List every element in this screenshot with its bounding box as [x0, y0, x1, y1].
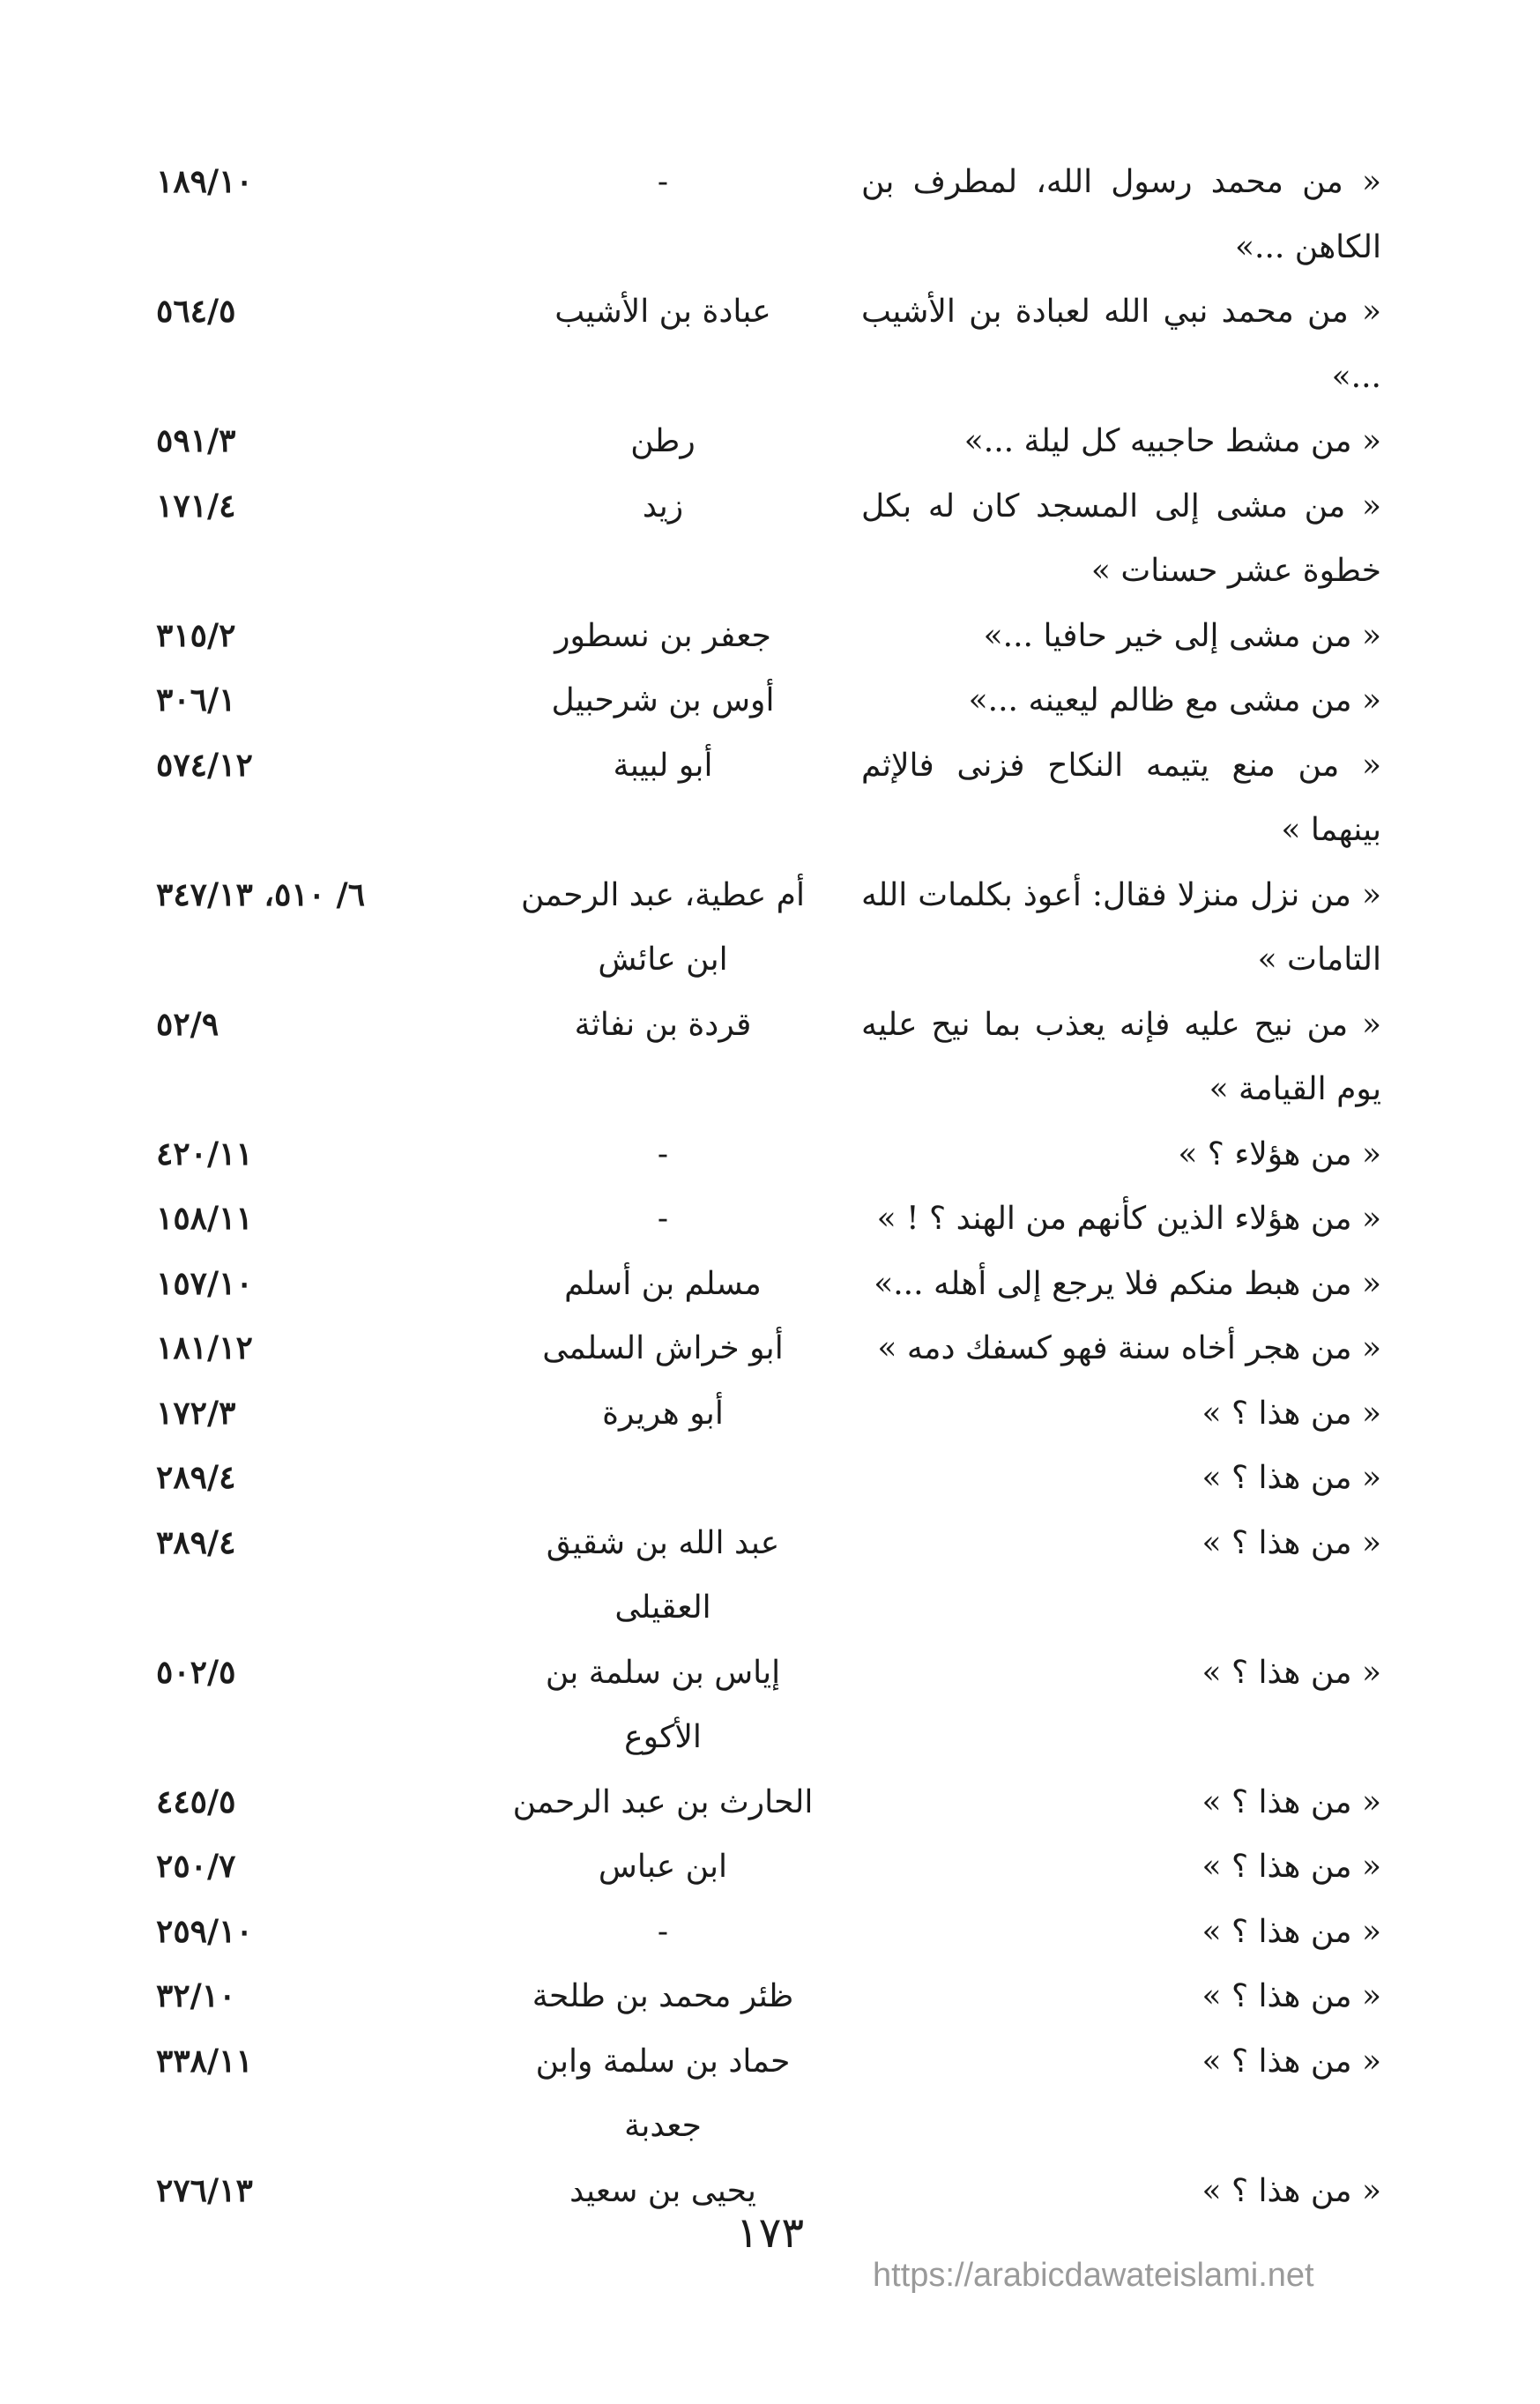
hadith-text: « من مشى مع ظالم ليعينه ...»: [968, 682, 1381, 718]
volume-page-reference: ٣٨٩/٤: [156, 1523, 236, 1561]
volume-page-reference: ١٧١/٤: [156, 487, 236, 525]
index-row: [130, 1900, 1381, 1965]
hadith-text: « من نيح عليه فإنه يعذب بما نيح عليه يوم القيامة »: [861, 1006, 1381, 1107]
narrator-name: أبو هريرة: [602, 1395, 724, 1432]
index-row: [130, 1252, 1381, 1317]
index-row: [130, 1964, 1381, 2029]
index-row: [130, 604, 1381, 669]
volume-page-reference: ٤٢٠/١١: [156, 1135, 253, 1172]
narrator-name: رطن: [630, 423, 696, 459]
index-row: [130, 1770, 1381, 1835]
hadith-text: « من منع يتيمه النكاح فزنى فالإثم بينهما »: [861, 747, 1381, 848]
volume-page-reference: ٥٢/٩: [156, 1005, 219, 1043]
volume-page-reference: ٢٧٦/١٣: [156, 2171, 253, 2209]
hadith-text: « من هذا ؟ »: [1201, 2172, 1381, 2209]
index-row: [130, 668, 1381, 733]
narrator-name: الحارث بن عبد الرحمن: [512, 1783, 814, 1820]
hadith-text: « من هبط منكم فلا يرجع إلى أهله ...»: [874, 1265, 1381, 1302]
volume-page-reference: ١٧٢/٣: [156, 1394, 236, 1432]
volume-page-reference: ٢٥٠/٧: [156, 1848, 236, 1885]
page-number: ١٧٣: [735, 2208, 805, 2258]
hadith-text: « من هذا ؟ »: [1201, 1783, 1381, 1820]
index-row: [130, 150, 1381, 279]
hadith-text: « من هذا ؟ »: [1201, 1460, 1381, 1496]
narrator-name: إياس بن سلمة بن الأكوع: [545, 1654, 781, 1755]
narrator-name: أبو لبيبة: [613, 747, 713, 784]
index-row: [130, 1316, 1381, 1381]
index-row: [130, 1381, 1381, 1447]
narrator-name: -: [657, 1201, 669, 1237]
index-row: [130, 1122, 1381, 1187]
hadith-text: « من هذا ؟ »: [1201, 1913, 1381, 1950]
narrator-name: -: [657, 164, 669, 200]
hadith-text: « من هذا ؟ »: [1201, 1654, 1381, 1691]
hadith-index-table: [130, 150, 1381, 2223]
volume-page-reference: ٢٥٩/١٠: [156, 1912, 253, 1950]
hadith-text: « من هذا ؟ »: [1201, 2043, 1381, 2080]
volume-page-reference: ٣٣٨/١١: [156, 2042, 253, 2080]
narrator-name: حماد بن سلمة وابن جعدبة: [535, 2043, 791, 2144]
index-row: [130, 1641, 1381, 1770]
narrator-name: ابن عباس: [598, 1849, 728, 1885]
hadith-text: « من مشى إلى خير حافيا ...»: [983, 617, 1381, 654]
narrator-name: مسلم بن أسلم: [564, 1265, 762, 1302]
hadith-text: « من هذا ؟ »: [1201, 1524, 1381, 1561]
hadith-text: « من مشط حاجبيه كل ليلة ...»: [963, 423, 1381, 459]
narrator-name: عبد الله بن شقيق العقيلى: [546, 1524, 780, 1626]
volume-page-reference: ٥٧٤/١٢: [156, 746, 253, 784]
volume-page-reference: ١٥٨/١١: [156, 1200, 253, 1237]
volume-page-reference: ٢٨٩/٤: [156, 1459, 236, 1496]
volume-page-reference: ٥٠٢/٥: [156, 1653, 236, 1691]
narrator-name: قردة بن نفاثة: [574, 1006, 752, 1043]
index-row: [130, 409, 1381, 474]
index-row: [130, 1835, 1381, 1900]
index-row: [130, 1446, 1381, 1511]
narrator-name: أبو خراش السلمى: [542, 1330, 784, 1366]
narrator-name: أوس بن شرحبيل: [551, 682, 775, 718]
hadith-text: « من محمد رسول الله، لمطرف بن الكاهن ...»: [861, 164, 1381, 265]
hadith-text: « من هذا ؟ »: [1201, 1978, 1381, 2014]
hadith-text: « من مشى إلى المسجد كان له بكل خطوة عشر حسنات »: [861, 487, 1381, 589]
index-row: [130, 863, 1381, 993]
hadith-text: « من هذا ؟ »: [1201, 1395, 1381, 1432]
watermark: https://arabicdawateislami.net: [873, 2257, 1314, 2294]
volume-page-reference: ٣٢/١٠: [156, 1977, 236, 2014]
narrator-name: عبادة بن الأشيب: [554, 294, 771, 330]
volume-page-reference: ٥٩١/٣: [156, 422, 236, 459]
index-row: [130, 1187, 1381, 1252]
narrator-name: يحيى بن سعيد: [569, 2172, 756, 2209]
narrator-name: زيد: [642, 487, 684, 525]
volume-page-reference: ١٥٧/١٠: [156, 1264, 253, 1302]
narrator-name: ظئر محمد بن طلحة: [532, 1978, 794, 2014]
hadith-text: « من هجر أخاه سنة فهو كسفك دمه »: [877, 1330, 1381, 1366]
hadith-text: « من محمد نبي الله لعبادة بن الأشيب ...»: [861, 294, 1381, 395]
volume-page-reference: ١٨١/١٢: [156, 1329, 253, 1366]
volume-page-reference: ٤٤٥/٥: [156, 1783, 236, 1820]
index-row: [130, 2029, 1381, 2159]
hadith-text: « من هؤلاء الذين كأنهم من الهند ؟ ! »: [876, 1201, 1381, 1237]
volume-page-reference: ٥٦٤/٥: [156, 293, 236, 330]
index-row: [130, 993, 1381, 1122]
hadith-text: « من هذا ؟ »: [1201, 1849, 1381, 1885]
index-row: [130, 1511, 1381, 1641]
hadith-text: « من هؤلاء ؟ »: [1178, 1135, 1381, 1172]
index-row: [130, 733, 1381, 863]
index-row: [130, 474, 1381, 604]
narrator-name: -: [657, 1135, 669, 1172]
volume-page-reference: ٣١٥/٢: [156, 616, 236, 654]
index-row: [130, 279, 1381, 409]
volume-page-reference: ١٨٩/١٠: [156, 163, 253, 200]
narrator-name: جعفر بن نسطور: [554, 617, 771, 654]
narrator-name: -: [657, 1913, 669, 1950]
hadith-text: « من نزل منزلا فقال: أعوذ بكلمات الله التامات »: [861, 876, 1381, 978]
volume-page-reference: ٦/ ٥١٠، ٣٤٧/١٣: [156, 875, 366, 913]
narrator-name: أم عطية، عبد الرحمن ابن عائش: [521, 876, 805, 978]
volume-page-reference: ٣٠٦/١: [156, 681, 236, 718]
